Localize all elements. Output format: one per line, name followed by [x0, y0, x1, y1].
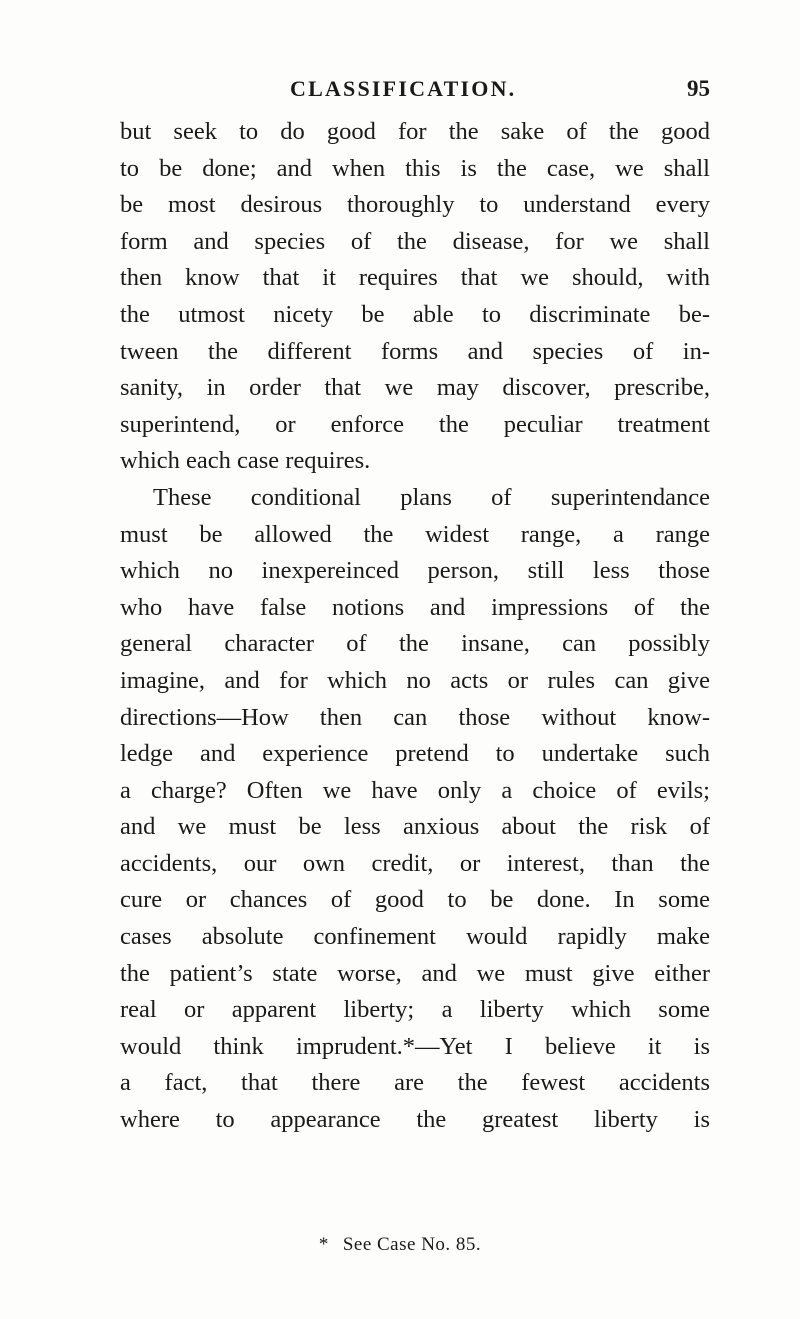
text-line: to be done; and when this is the case, we shall — [120, 154, 710, 182]
text-line: which no inexpereinced person, still less those — [120, 557, 710, 585]
text-line: which each case requires. — [120, 447, 371, 475]
text-line: must be allowed the widest range, a range — [120, 520, 710, 548]
text-line: tween the different forms and species of in- — [120, 337, 710, 365]
paragraph-start-line: These conditional plans of superintendance — [153, 483, 710, 511]
text-line: but seek to do good for the sake of the good — [120, 118, 710, 145]
text-line: a charge? Often we have only a choice of evils; — [120, 776, 710, 804]
text-line: real or apparent liberty; a liberty which some — [120, 996, 710, 1024]
text-line: sanity, in order that we may discover, prescribe, — [120, 374, 710, 402]
text-line: then know that it requires that we should, with — [120, 264, 710, 292]
text-line: general character of the insane, can possibly — [120, 630, 710, 658]
text-line: directions—How then can those without know- — [120, 703, 710, 731]
text-line: imagine, and for which no acts or rules can give — [120, 666, 710, 694]
text-line: be most desirous thoroughly to understand every — [120, 191, 710, 219]
text-line: the utmost nicety be able to discriminate be- — [120, 300, 710, 328]
text-line: the patient’s state worse, and we must give either — [120, 959, 710, 987]
text-line: cure or chances of good to be done. In some — [120, 886, 710, 914]
text-line: who have false notions and impressions of the — [120, 593, 710, 621]
text-line: superintend, or enforce the peculiar treatment — [120, 410, 710, 438]
text-line: ledge and experience pretend to undertake such — [120, 740, 710, 768]
footnote-marker: * — [318, 1234, 329, 1255]
text-line: a fact, that there are the fewest accidents — [120, 1069, 710, 1097]
text-line: cases absolute confinement would rapidly make — [120, 923, 710, 951]
body-text — [120, 114, 710, 1139]
text-line: accidents, our own credit, or interest, than the — [120, 849, 710, 877]
text-line: form and species of the disease, for we shall — [120, 227, 710, 255]
text-line: would think imprudent.*—Yet I believe it is — [120, 1032, 710, 1060]
footnote-text: See Case No. 85. — [342, 1234, 482, 1255]
running-title: CLASSIFICATION. — [290, 76, 517, 101]
running-head — [120, 76, 710, 106]
page-number: 95 — [687, 76, 710, 101]
footnote — [0, 1234, 800, 1256]
text-line: where to appearance the greatest liberty is — [120, 1106, 710, 1134]
text-line: and we must be less anxious about the risk of — [120, 813, 710, 841]
